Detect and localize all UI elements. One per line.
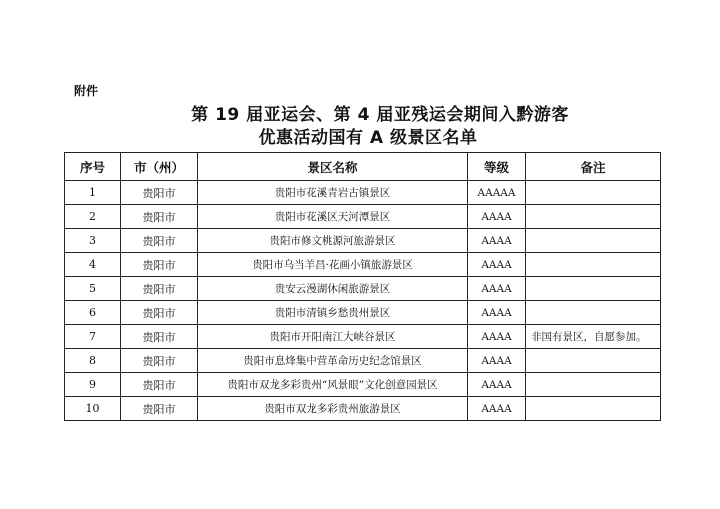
row-index: 4: [65, 253, 121, 277]
row-grade: AAAA: [468, 205, 526, 229]
row-index: 7: [65, 325, 121, 349]
row-scenic-name: 贵阳市双龙多彩贵州“风景眼”文化创意园景区: [198, 373, 468, 397]
table-row: [65, 301, 661, 325]
header-scenic-name: 景区名称: [198, 153, 468, 181]
row-scenic-name: 贵阳市修文桃源河旅游景区: [198, 229, 468, 253]
header-city: 市（州）: [121, 153, 198, 181]
row-city: 贵阳市: [121, 397, 198, 421]
header-remarks: 备注: [526, 153, 661, 181]
table-header-row: [65, 153, 661, 181]
header-index: 序号: [65, 153, 121, 181]
row-scenic-name: 贵阳市清镇乡愁贵州景区: [198, 301, 468, 325]
document-title-line-1: 第 19 届亚运会、第 4 届亚残运会期间入黔游客: [191, 105, 569, 125]
row-remarks: [526, 277, 661, 301]
row-index: 10: [65, 397, 121, 421]
row-scenic-name: 贵阳市花溪区天河潭景区: [198, 205, 468, 229]
table-row: [65, 181, 661, 205]
row-grade: AAAAA: [468, 181, 526, 205]
row-grade: AAAA: [468, 253, 526, 277]
row-index: 9: [65, 373, 121, 397]
table-row: [65, 397, 661, 421]
row-grade: AAAA: [468, 349, 526, 373]
row-city: 贵阳市: [121, 181, 198, 205]
table-row: [65, 349, 661, 373]
table-row: [65, 325, 661, 349]
row-remarks: [526, 349, 661, 373]
table-row: [65, 373, 661, 397]
row-index: 2: [65, 205, 121, 229]
row-index: 5: [65, 277, 121, 301]
row-city: 贵阳市: [121, 349, 198, 373]
row-city: 贵阳市: [121, 205, 198, 229]
row-remarks: 非国有景区，自愿参加。: [526, 325, 661, 349]
table-row: [65, 205, 661, 229]
row-city: 贵阳市: [121, 229, 198, 253]
row-scenic-name: 贵阳市双龙多彩贵州旅游景区: [198, 397, 468, 421]
attachment-label: 附件: [74, 84, 99, 98]
row-index: 8: [65, 349, 121, 373]
row-grade: AAAA: [468, 301, 526, 325]
row-grade: AAAA: [468, 277, 526, 301]
row-grade: AAAA: [468, 373, 526, 397]
row-grade: AAAA: [468, 325, 526, 349]
row-grade: AAAA: [468, 397, 526, 421]
row-remarks: [526, 301, 661, 325]
row-city: 贵阳市: [121, 325, 198, 349]
row-scenic-name: 贵阳市花溪青岩古镇景区: [198, 181, 468, 205]
row-remarks: [526, 181, 661, 205]
row-remarks: [526, 373, 661, 397]
row-index: 3: [65, 229, 121, 253]
row-city: 贵阳市: [121, 277, 198, 301]
row-remarks: [526, 229, 661, 253]
scenic-area-table: [64, 152, 661, 421]
row-grade: AAAA: [468, 229, 526, 253]
row-city: 贵阳市: [121, 253, 198, 277]
row-remarks: [526, 205, 661, 229]
row-city: 贵阳市: [121, 301, 198, 325]
row-index: 6: [65, 301, 121, 325]
row-city: 贵阳市: [121, 373, 198, 397]
row-remarks: [526, 253, 661, 277]
row-remarks: [526, 397, 661, 421]
row-scenic-name: 贵安云漫湖休闲旅游景区: [198, 277, 468, 301]
row-scenic-name: 贵阳市息烽集中营革命历史纪念馆景区: [198, 349, 468, 373]
row-scenic-name: 贵阳市开阳南江大峡谷景区: [198, 325, 468, 349]
table-row: [65, 277, 661, 301]
table-row: [65, 253, 661, 277]
row-index: 1: [65, 181, 121, 205]
header-grade: 等级: [468, 153, 526, 181]
row-scenic-name: 贵阳市乌当羊昌·花画小镇旅游景区: [198, 253, 468, 277]
document-title-line-2: 优惠活动国有 A 级景区名单: [258, 128, 478, 148]
table-row: [65, 229, 661, 253]
